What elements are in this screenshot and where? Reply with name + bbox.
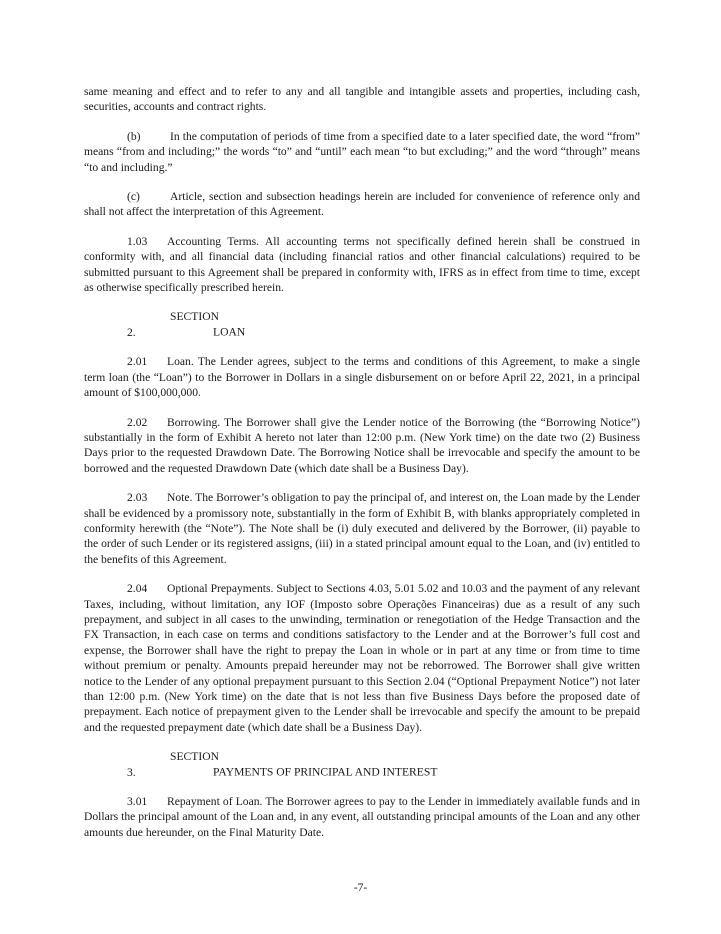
page-number: -7- (353, 881, 368, 894)
section-2-01-number: 2.01 (127, 355, 148, 369)
paragraph-b (84, 129, 640, 175)
section-2-04 (84, 581, 640, 735)
section-3-title: PAYMENTS OF PRINCIPAL AND INTEREST (213, 765, 438, 779)
section-2-03-text: Note. The Borrower’s obligation to pay the principal of, and interest on, the Loan made by the Lender shall be evidenced by a promissory note, substantially in the form of Exhibit B, with blanks appropriately completed in conformity herewith (the “Note”). The Note shall be (i) duly executed and delivered by the Borrower, (ii) payable to the order of such Lender or its registered assigns, (iii) in a stated principal amount equal to the Loan, and (iv) entitled to the benefits of this Agreement. (84, 491, 640, 566)
section-1-03 (84, 234, 640, 296)
section-2-03 (84, 490, 640, 567)
paragraph-continuation (84, 84, 640, 115)
section-2-02 (84, 415, 640, 477)
section-2-04-text: Optional Prepayments. Subject to Sections 4.03, 5.01 5.02 and 10.03 and the payment of any relevant Taxes, including, without limitation, any IOF (Imposto sobre Operações Financeiras) due as a result of any such prepayment, and subject in all cases to the unwinding, termination or renegotiation of the Hedge Transaction and the FX Transaction, in each case on terms and conditions satisfactory to the Lender and at the Borrower’s full cost and expense, the Borrower shall have the right to prepay the Loan in whole or in part at any time or from time to time without premium or penalty. Amounts prepaid hereunder may not be reborrowed. The Borrower shall give written notice to the Lender of any optional prepayment pursuant to this Section 2.04 (“Optional Prepayment Notice”) not later than 12:00 p.m. (New York time) on the date that is not less than five Business Days before the proposed date of prepayment. Each notice of prepayment given to the Lender shall be irrevocable and specify the amount to be prepaid and the requested prepayment date (which date shall be a Business Day). (84, 582, 640, 734)
section-2-title: LOAN (213, 325, 246, 339)
section-3-01-number: 3.01 (127, 795, 148, 809)
paragraph-c-text: Article, section and subsection headings herein are included for convenience of reference only and shall not affect the interpretation of this Agreement. (84, 190, 640, 219)
section-2-04-number: 2.04 (127, 582, 148, 596)
section-1-03-text: Accounting Terms. All accounting terms not specifically defined herein shall be construed in conformity with, and all financial data (including financial ratios and other financial calculations) required to be submitted pursuant to this Agreement shall be prepared in conformity with, IFRS as in effect from time to time, except as otherwise specifically prescribed herein. (84, 234, 640, 295)
section-1-03-number: 1.03 (127, 234, 148, 248)
section-2-02-text: Borrowing. The Borrower shall give the Lender notice of the Borrowing (the “Borrowing Notice”) substantially in the form of Exhibit A hereto not later than 12:00 p.m. (New York time) on the date two (2) Business Days prior to the requested Drawdown Date. The Borrowing Notice shall be irrevocable and specify the amount to be borrowed and the requested Drawdown Date (which date shall be a Business Day). (84, 415, 640, 475)
section-2-label: SECTION 2. (127, 310, 219, 339)
section-2-01 (84, 354, 640, 400)
paragraph-continuation-text: same meaning and effect and to refer to any and all tangible and intangible assets and properties, including cash, securities, accounts and contract rights. (84, 85, 640, 114)
section-2-heading (84, 309, 640, 340)
section-2-02-number: 2.02 (127, 415, 148, 429)
paragraph-c (84, 189, 640, 220)
paragraph-b-label: (b) (127, 129, 141, 143)
paragraph-b-text: In the computation of periods of time from a specified date to a later specified date, the word “from” means “from and including;” the words “to” and “until” each mean “to but excluding;” and the word “through” means “to and including.” (84, 129, 640, 174)
section-2-01-text: Loan. The Lender agrees, subject to the terms and conditions of this Agreement, to make a single term loan (the “Loan”) to the Borrower in Dollars in a single disbursement on or before April 22, 2021, in a principal amount of $100,000,000. (84, 355, 640, 400)
section-3-01-text: Repayment of Loan. The Borrower agrees to pay to the Lender in immediately available funds and in Dollars the principal amount of the Loan and, in any event, all outstanding principal amounts of the Loan and any other amounts due hereunder, on the Final Maturity Date. (84, 795, 640, 839)
section-3-label: SECTION 3. (127, 750, 219, 779)
paragraph-c-label: (c) (127, 190, 140, 204)
document-page (84, 84, 640, 854)
section-3-01 (84, 794, 640, 840)
section-3-heading (84, 749, 640, 780)
section-2-03-number: 2.03 (127, 491, 148, 505)
